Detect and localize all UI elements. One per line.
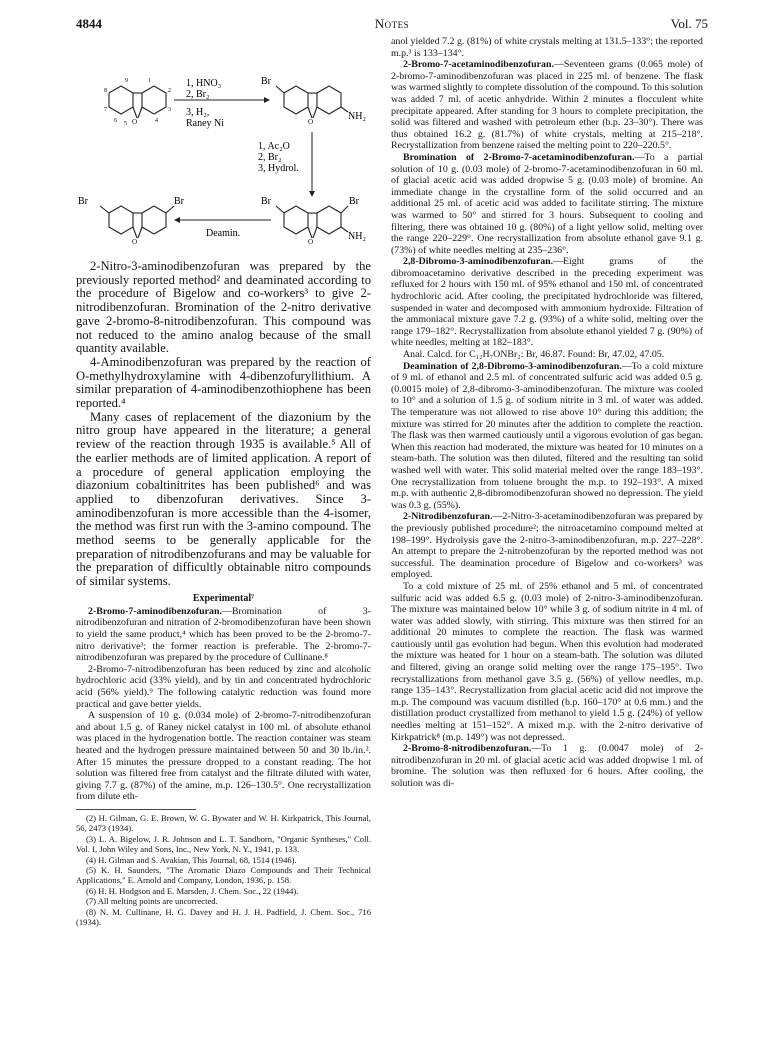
compound-heading: 2-Bromo-8-nitrodibenzofuran. xyxy=(403,743,532,755)
paragraph-text: To a cold mixture of 25 ml. of 25% ethanol and 5 ml. of concentrated sulfuric acid was added 6.5 g. (0.03 mole) of 2-nitro-3-aminodibenzofuran. The mixture was maintained below 10° while 3 g. of sodium nitrite in 4 ml. of water was added slowly, with stirring. This mixture was then stirred for an additional 20 minutes to complete the reaction. The flask was warmed cautiously until gas evolution had begun. When this evolution had moderated the mixture was heated for 1 hour on a steam-bath. The solution was diluted and filtered, giving an orange solid melting over the range 175–195°. Two recrystallizations from methanol gave 3.5 g. (56%) of yellow needles, m.p. range 135–143°. Recrystallization from glacial acetic acid did not improve the m.p. The compound was vacuum distilled (b.p. 160–170° at 0.6 mm.) and the distillation product crystallized from methanol to yield 1.5 g. (24%) of yellow needles melting at 151–152°. A mixed m.p. with the 2-nitro derivative of Kirkpatrick⁸ (m.p. 149°) was not depressed. xyxy=(391,580,703,743)
reagent-line: Raney Ni xyxy=(186,118,225,129)
substituent-br: Br xyxy=(261,76,271,87)
section-heading-experimental: Experimental⁷ xyxy=(192,592,255,604)
dibenzofuran-structure-bottom-left xyxy=(100,206,174,238)
ring-number: 9 xyxy=(125,78,128,84)
substituent-nh2: NH₂ xyxy=(348,231,366,242)
analysis-paragraph xyxy=(391,349,703,361)
paragraph-text: anol yielded 7.2 g. (81%) of white crystals melting at 131.5–133°; the reported m.p.³ is 133–134°. xyxy=(391,36,703,59)
right-column xyxy=(391,36,703,790)
reagent-line: Deamin. xyxy=(206,228,241,239)
ring-number: 5 xyxy=(124,121,127,127)
compound-heading: Bromination of 2-Bromo-7-acetaminodibenzofuran. xyxy=(403,151,635,163)
paragraph-text: —Seventeen grams (0.065 mole) of 2-bromo-7-aminodibenzofuran was placed in 225 ml. of benzene. The flask was warmed slightly to complete dissolution of the compound. To this solution was added 7 ml. of acetic anhydride. Within 2 minutes a flocculent white precipitate appeared. After standing for 3 hours to complete precipitation, the solid was filtered and washed with petroleum ether (b.p. 23–30°). There was thus obtained 16.2 g. (81.7%) of white crystals, melting at 215–218°. Recrystallization from benzene raised the melting point to 220–220.5°. xyxy=(391,59,703,152)
dibenzofuran-structure-top-left xyxy=(109,86,166,118)
body-paragraph: Many cases of replacement of the diazonium by the nitro group have appeared in the literature; a general review of the reaction through 1935 is available.⁵ All of the earlier methods are of limited application. A report of a procedure of general application employing the diazonium cobaltinitrites has been published⁶ and was applied to dibenzofuran derivatives. Since 3-aminodibenzofuran is more accessible than the 4-isomer, the method was first run with the 3-amino compound. The method seems to be generally applicable for the preparation of nitrodibenzofurans and may be valuable for the preparation of difficultly obtainable nitro compounds of similar systems. xyxy=(76,409,371,589)
paragraph-text: 2-Bromo-7-nitrodibenzofuran has been reduced by zinc and alcoholic hydrochloric acid (33% yield), and by tin and concentrated hydrochloric acid (56% yield).⁹ The following catalytic reduction was found more practical and gave better yields. xyxy=(76,663,371,710)
ring-number: 7 xyxy=(104,107,107,113)
ring-number: 2 xyxy=(168,88,171,94)
left-column xyxy=(76,36,371,927)
ring-number: 3 xyxy=(168,107,171,113)
paragraph-text: —Eight grams of the dibromoacetamino derivative described in the preceding experiment was refluxed for 2 hours with 150 ml. of 95% ethanol and 150 ml. of concentrated hydrochloric acid. After cooling, the precipitated hydrochloride was filtered, suspended in water and decomposed with ammonium hydroxide. Filtration of the ammoniacal mixture gave 7.2 g. (93%) of a white solid, melting over the range 179–182°. Recrystallization from absolute ethanol yielded 7 g. (90%) of white needles, melting at 182–183°. xyxy=(391,256,703,349)
experimental-paragraph xyxy=(391,152,703,256)
ring-number: 1 xyxy=(148,78,151,84)
experimental-paragraph xyxy=(391,743,703,789)
volume-label: Vol. 75 xyxy=(670,16,708,31)
reagent-line: 3, H₂, xyxy=(186,107,210,118)
reaction-scheme xyxy=(76,36,371,256)
compound-heading: 2-Bromo-7-acetaminodibenzofuran. xyxy=(403,59,554,71)
reagent-line: 1, HNO₃ xyxy=(186,78,222,89)
footnote-divider xyxy=(76,809,196,810)
footnote: (3) L. A. Bigelow, J. R. Johnson and L. T. Sandborn, "Organic Syntheses," Coll. Vol. I, John Wiley and Sons, Inc., New York, N. Y., 1941, p. 133. xyxy=(76,833,371,855)
experimental-paragraph xyxy=(76,664,371,710)
atom-o-4: O xyxy=(132,238,138,246)
substituent-br: Br xyxy=(261,196,271,207)
reagent-line: 3, Hydrol. xyxy=(258,163,299,174)
experimental-paragraph xyxy=(391,361,703,512)
footnote: (2) H. Gilman, G. E. Brown, W. G. Bywater and W. H. Kirkpatrick, This Journal, 56, 2473 (1934). xyxy=(76,812,371,834)
body-paragraph: 4-Aminodibenzofuran was prepared by the reaction of O-methylhydroxylamine with 4-dibenzofuryllithium. A similar preparation of 4-aminodibenzothiophene has been reported.⁴ xyxy=(76,354,371,411)
atom-o-1: O xyxy=(132,118,138,126)
reagent-line: 1, Ac₂O xyxy=(258,141,290,152)
paragraph-text: —Bromination of 3-nitrodibenzofuran and nitration of 2-bromodibenzofuran have been shown to yield the same product,⁴ which has been proved to be the 2-bromo-7-nitro derivative³; the former reaction is preferable. The 2-bromo-7-nitrodibenzofuran was prepared by the procedure of Cullinane.⁸ xyxy=(76,605,371,664)
ring-number: 8 xyxy=(104,88,107,94)
experimental-paragraph xyxy=(391,36,703,59)
paragraph-text: —2-Nitro-3-acetaminodibenzofuran was prepared by the previously published procedure²; the nitroacetamino compound melted at 198–199°. Hydrolysis gave the 2-nitro-3-aminodibenzofuran, m.p. 227–228°. An attempt to prepare the 2-nitrobenzofuran by the reported method was not successful. The deamination procedure of Bigelow and co-workers³ was employed. xyxy=(391,511,703,581)
compound-heading: 2,8-Dibromo-3-aminodibenzofuran. xyxy=(403,256,554,268)
dibenzofuran-structure-top-right xyxy=(276,86,348,118)
compound-heading: 2-Bromo-7-aminodibenzofuran. xyxy=(88,605,222,617)
compound-heading: Deamination of 2,8-Dibromo-3-aminodibenzofuran. xyxy=(403,360,622,372)
running-header xyxy=(76,16,708,32)
dibenzofuran-structure-bottom-right xyxy=(276,206,348,238)
ring-number: 4 xyxy=(155,118,158,124)
footnote: (7) All melting points are uncorrected. xyxy=(86,896,218,907)
experimental-paragraph xyxy=(391,59,703,152)
experimental-paragraph xyxy=(391,581,703,743)
reaction-scheme-figure xyxy=(76,36,371,256)
paragraph-text: Anal. Calcd. for C₁₂H₇ONBr₂: Br, 46.87. Found: Br, 47.02, 47.05. xyxy=(403,349,665,361)
atom-o-3: O xyxy=(308,238,314,246)
paragraph-text: —To 1 g. (0.0047 mole) of 2-nitrodibenzofuran in 20 ml. of glacial acetic acid was added dropwise 1 ml. of bromine. The solution was then refluxed for 6 hours. After cooling, the solution was di- xyxy=(391,743,703,789)
section-title: Notes xyxy=(374,16,410,31)
paragraph-text: —To a partial solution of 10 g. (0.03 mole) of 2-bromo-7-acetaminodibenzofuran in 60 ml. of glacial acetic acid was added dropwise 5 g. (0.03 mole) of bromine. An immediate change in the crystalline form of the solid occurred and an additional 25 ml. of acetic acid was added to facilitate stirring. The mixture was warmed to 50° and stirred for 3 hours. Subsequent to cooling and filtering, there was obtained 10 g. (80%) of a light yellow solid, melting over the range 220–229°. One recrystallization from absolute ethanol gave 9.1 g. (73%) of white needles melting at 235–236°. xyxy=(391,151,703,256)
footnote: (5) K. H. Saunders, "The Aromatic Diazo Compounds and Their Technical Applications," E. Arnold and Company, London, 1936, p. 158. xyxy=(76,865,371,886)
body-paragraph: 2-Nitro-3-aminodibenzofuran was prepared by the previously reported method² and deaminated according to the procedure of Bigelow and co-workers³ to give 2-nitrodibenzofuran. Bromination of the 2-nitro derivative gave 2-bromo-8-nitrodibenzofuran. This compound was not reduced to the amino analog because of the small quantity available. xyxy=(76,259,371,356)
footnote: (8) N. M. Cullinane, H. G. Davey and H. J. H. Padfield, J. Chem. Soc., 716 (1934). xyxy=(76,906,371,928)
footnote: (4) H. Gilman and S. Avakian, This Journal, 68, 1514 (1946). xyxy=(86,854,297,865)
page-number: 4844 xyxy=(76,16,102,31)
experimental-paragraph xyxy=(391,256,703,349)
paragraph-text: A suspension of 10 g. (0.034 mole) of 2-bromo-7-nitrodibenzofuran and about 1.5 g. of Raney nickel catalyst in 100 ml. of absolute ethanol was placed in the hydrogenation bottle. The reaction container was steam heated and the hydrogen pressure maintained between 50 and 30 lb./in.². After 15 minutes the pressure dropped to a constant reading. The hot solution was filtered free from catalyst and the filtrate diluted with water, giving 7.7 g. (87%) of the amine, m.p. 126–130.5°. One recrystallization from dilute eth- xyxy=(76,710,371,803)
substituent-nh2: NH₂ xyxy=(348,111,366,122)
substituent-br: Br xyxy=(349,196,359,207)
footnote: (6) H. H. Hodgson and E. Marsden, J. Chem. Soc., 22 (1944). xyxy=(86,885,299,896)
paragraph-text: —To a cold mixture of 9 ml. of ethanol and 2.5 ml. of concentrated sulfuric acid was added 0.5 g. (0.0015 mole) of 2,8-dibromo-3-aminodibenzofuran. The mixture was cooled to 10° and a solution of 1.5 g. of sodium nitrite in 3 ml. of water was added. The temperature was not allowed to rise above 10° during this addition; the mixture was stirred for 20 minutes after the addition to complete the reaction. The flask was then warmed cautiously until a vigorous evolution of gas began. When this reaction had moderated, the mixture was heated for 10 minutes on a steam-bath. The solution was then diluted, filtered and the resulting tan solid washed well with water. This solid material melted over the range 183–193°. One recrystallization from toluene brought the m.p. to 192–193°. A mixed m.p. with authentic 2,8-dibromodibenzofuran showed no depression. The yield was 0.3 g. (55%). xyxy=(391,360,703,511)
compound-heading: 2-Nitrodibenzofuran. xyxy=(403,511,493,523)
experimental-paragraph xyxy=(76,710,371,803)
substituent-br: Br xyxy=(174,196,184,207)
substituent-br: Br xyxy=(78,196,88,207)
ring-number: 6 xyxy=(114,118,117,124)
experimental-paragraph xyxy=(391,511,703,581)
experimental-paragraph xyxy=(76,606,371,664)
atom-o-2: O xyxy=(308,118,314,126)
reagent-line: 2, Br₂ xyxy=(258,152,282,163)
reagent-line: 2, Br₂ xyxy=(186,89,210,100)
